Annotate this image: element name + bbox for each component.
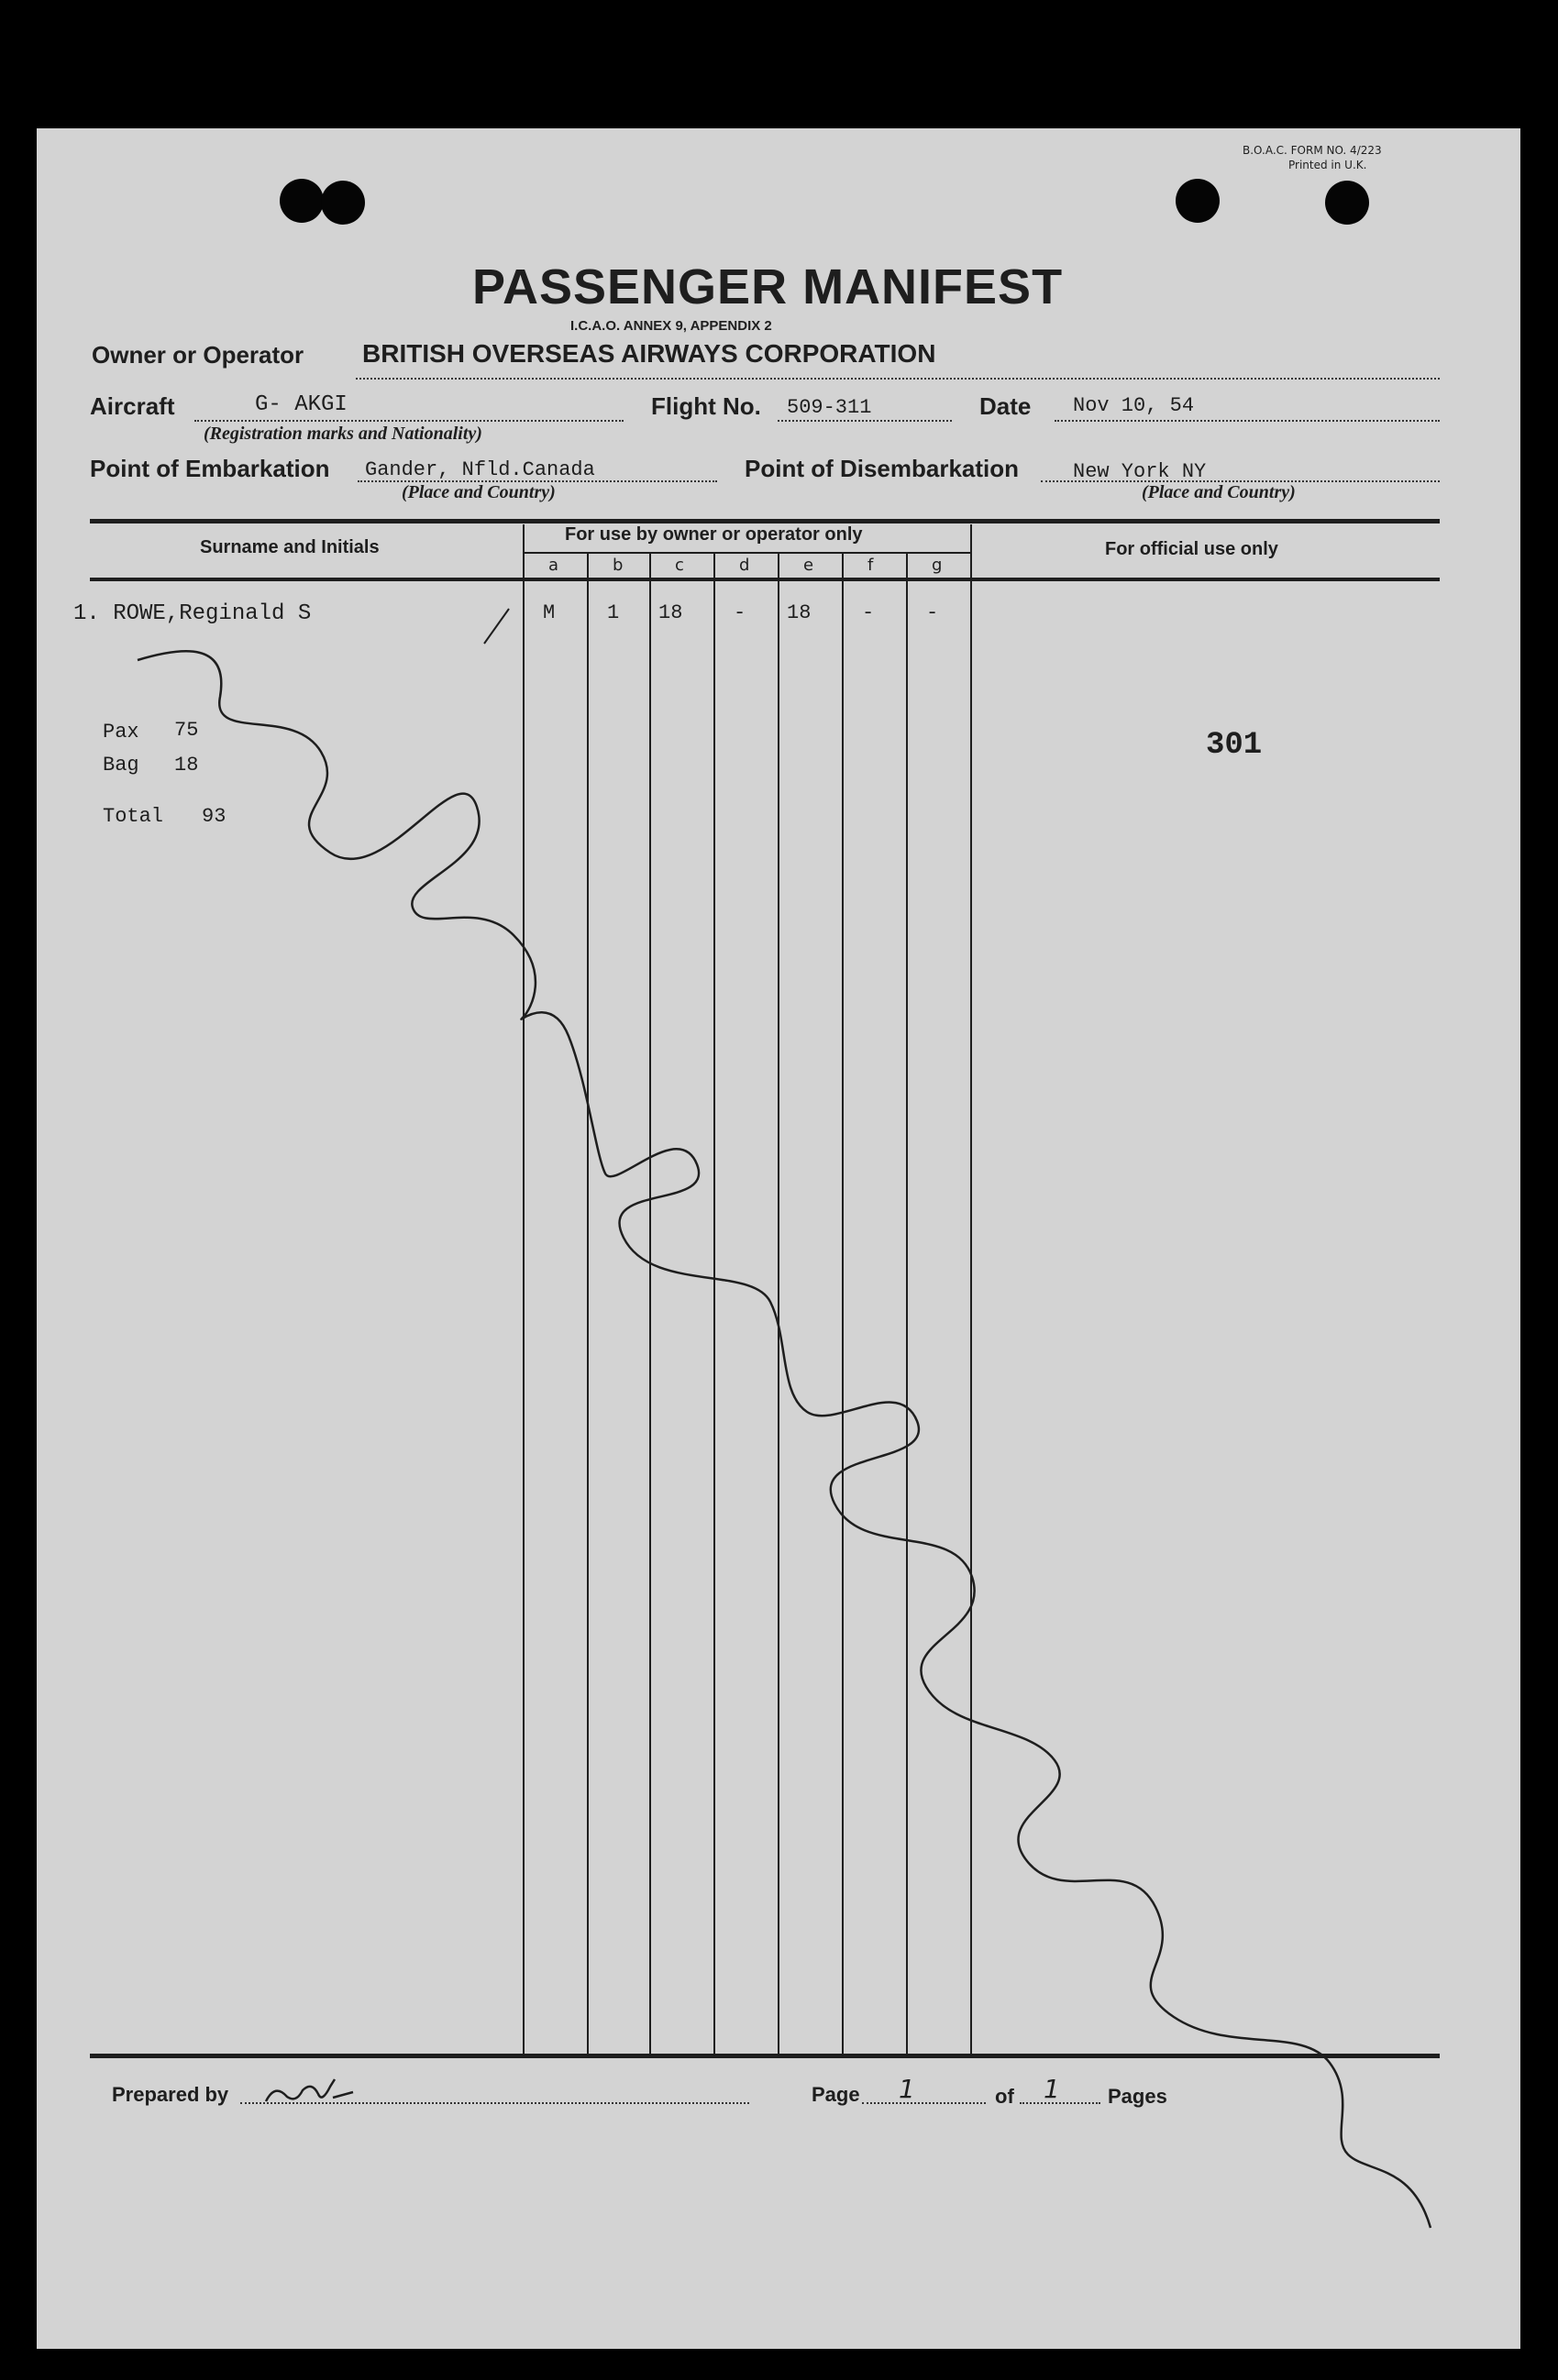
pages-value: 1 — [1044, 2074, 1060, 2104]
page-value: 1 — [899, 2074, 915, 2104]
embark-value: Gander, Nfld.Canada — [365, 458, 595, 481]
row-cell-a: M — [543, 601, 556, 624]
page-title: PASSENGER MANIFEST — [472, 259, 1064, 314]
subcolumn-header-c: c — [675, 556, 684, 575]
of-label: of — [995, 2085, 1014, 2108]
col-operator-header: For use by owner or operator only — [565, 524, 863, 545]
row-cell-c: 18 — [658, 601, 683, 624]
disembark-value: New York NY — [1073, 460, 1207, 483]
page-label: Page — [812, 2083, 860, 2106]
flight-label: Flight No. — [651, 392, 761, 420]
row-cell-e: 18 — [787, 601, 812, 624]
subcolumn-header-b: b — [613, 556, 624, 575]
embark-label: Point of Embarkation — [90, 455, 330, 482]
row-cell-f: - — [862, 601, 875, 624]
aircraft-label: Aircraft — [90, 392, 175, 420]
column-rule — [842, 554, 844, 2054]
aircraft-value: G- AKGI — [255, 392, 348, 417]
row-cell-b: 1 — [607, 601, 620, 624]
column-rule — [713, 554, 715, 2054]
subcolumn-header-e: e — [803, 556, 814, 575]
form-number: B.O.A.C. FORM NO. 4/223 — [1243, 144, 1382, 157]
subcolumn-header-d: d — [739, 556, 750, 575]
pax-label: Pax — [103, 721, 139, 744]
bag-value: 18 — [174, 754, 199, 777]
row-cell-g: - — [926, 601, 939, 624]
owner-label: Owner or Operator — [92, 341, 304, 369]
bag-label: Bag — [103, 754, 139, 777]
column-rule — [906, 554, 908, 2054]
printed-in-note: Printed in U.K. — [1288, 159, 1367, 171]
column-rule — [970, 524, 972, 2054]
aircraft-note: (Registration marks and Nationality) — [204, 424, 482, 444]
official-number: 301 — [1206, 728, 1263, 763]
column-rule — [778, 554, 779, 2054]
column-rule — [587, 554, 589, 2054]
embark-note: (Place and Country) — [402, 482, 556, 502]
col-official-header: For official use only — [1105, 539, 1278, 559]
pages-label: Pages — [1108, 2085, 1167, 2108]
subcolumn-header-a: a — [548, 556, 559, 575]
column-rule — [523, 524, 525, 2054]
disembark-label: Point of Disembarkation — [745, 455, 1020, 482]
passenger-name: 1. ROWE,Reginald S — [73, 601, 312, 626]
flight-value: 509-311 — [787, 396, 872, 419]
prepared-label: Prepared by — [112, 2083, 229, 2106]
subcolumn-header-g: g — [932, 556, 943, 575]
column-rule — [649, 554, 651, 2054]
page-subtitle: I.C.A.O. ANNEX 9, APPENDIX 2 — [570, 318, 772, 334]
date-label: Date — [979, 392, 1032, 420]
disembark-note: (Place and Country) — [1142, 482, 1296, 502]
date-value: Nov 10, 54 — [1073, 394, 1195, 417]
total-value: 93 — [202, 805, 227, 828]
pax-value: 75 — [174, 719, 199, 742]
subcolumn-header-f: f — [867, 556, 874, 575]
col-name-header: Surname and Initials — [200, 537, 380, 557]
row-cell-d: - — [734, 601, 746, 624]
total-label: Total — [103, 805, 164, 828]
owner-value: BRITISH OVERSEAS AIRWAYS CORPORATION — [362, 339, 936, 368]
